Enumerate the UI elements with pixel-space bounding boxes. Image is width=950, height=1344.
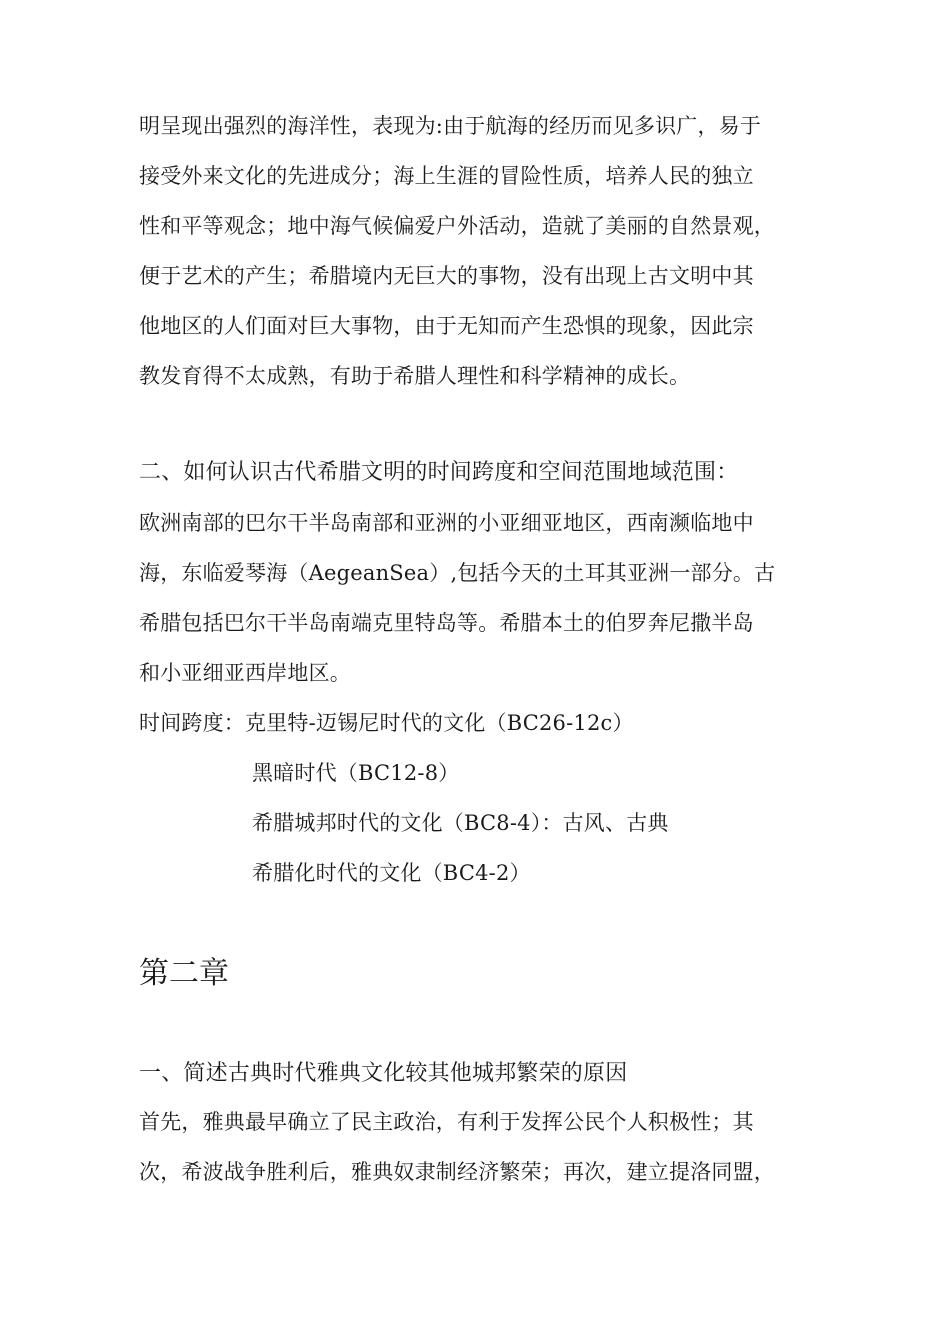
paragraph-line: 接受外来文化的先进成分；海上生涯的冒险性质，培养人民的独立: [139, 164, 754, 188]
paragraph-line: 便于艺术的产生；希腊境内无巨大的事物，没有出现上古文明中其: [139, 264, 754, 288]
time-span-line: 希腊城邦时代的文化（BC8-4）：古风、古典: [252, 811, 669, 835]
paragraph-line: 希腊包括巴尔干半岛南端克里特岛等。希腊本土的伯罗奔尼撒半岛: [139, 611, 754, 635]
paragraph-line: 海，东临爱琴海（AegeanSea）,包括今天的土耳其亚洲一部分。古: [139, 561, 776, 585]
paragraph-line: 首先，雅典最早确立了民主政治，有利于发挥公民个人积极性；其: [139, 1110, 754, 1134]
time-span-line: 黑暗时代（BC12-8）: [252, 761, 460, 785]
paragraph-line: 欧洲南部的巴尔干半岛南部和亚洲的小亚细亚地区，西南濒临地中: [139, 511, 754, 535]
time-span-line: 时间跨度：克里特-迈锡尼时代的文化（BC26-12c）: [139, 711, 634, 735]
paragraph-line: 他地区的人们面对巨大事物，由于无知而产生恐惧的现象，因此宗: [139, 314, 754, 338]
section-heading: 二、如何认识古代希腊文明的时间跨度和空间范围地域范围：: [139, 460, 739, 485]
section-heading: 一、简述古典时代雅典文化较其他城邦繁荣的原因: [139, 1061, 628, 1086]
paragraph-line: 明呈现出强烈的海洋性，表现为:由于航海的经历而见多识广，易于: [139, 114, 762, 138]
paragraph-line: 次，希波战争胜利后，雅典奴隶制经济繁荣；再次，建立提洛同盟，: [139, 1160, 775, 1184]
time-span-line: 希腊化时代的文化（BC4-2）: [252, 861, 531, 885]
paragraph-line: 和小亚细亚西岸地区。: [139, 661, 351, 685]
paragraph-line: 性和平等观念；地中海气候偏爱户外活动，造就了美丽的自然景观，: [139, 214, 775, 238]
chapter-title: 第二章: [139, 956, 229, 991]
paragraph-line: 教发育得不太成熟，有助于希腊人理性和科学精神的成长。: [139, 364, 691, 388]
